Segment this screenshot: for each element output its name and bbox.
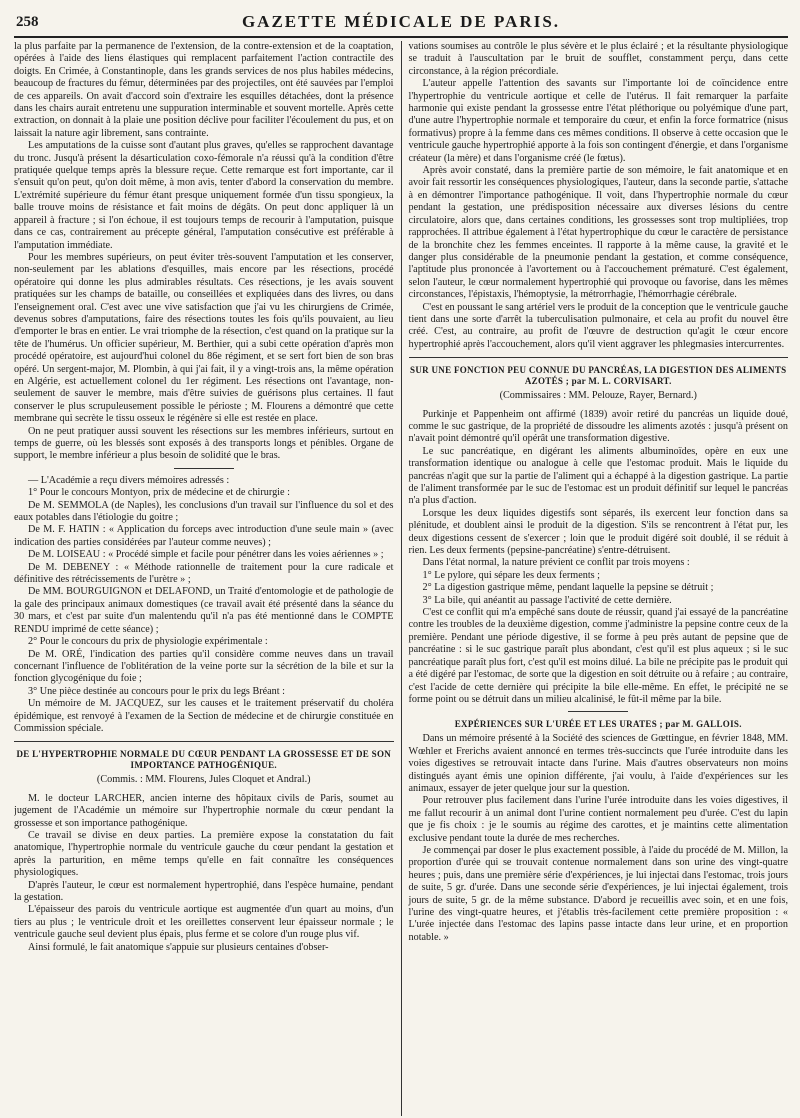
paragraph: Ce travail se divise en deux parties. La première expose la constatation du fait anatomique, l'hypertrophie normale du ventricule gauche du cœur pendant la gestation et après la parturition, en même temps qu'elle en fait connaître les conséquences physiologiques.: [14, 829, 394, 879]
paragraph: 3° La bile, qui anéantit au passage l'activité de cette dernière.: [422, 594, 672, 606]
commissaires: (Commis. : MM. Flourens, Jules Cloquet et Andral.): [96, 774, 311, 786]
paragraph: On ne peut pratiquer aussi souvent les résections sur les membres inférieurs, surtout en temps de guerre, où les blessés sont exposés à des transports longs et pénibles. Organe de support, le membre inférieur a plus besoin de solidité que le bras.: [14, 425, 394, 462]
paragraph: Après avoir constaté, dans la première partie de son mémoire, le fait anatomique et en avoir fait ressortir les conséquences physiologiques, l'auteur, dans la seconde partie, s'attache à en démontrer l'importance pathogénique. Il voit, dans l'hypertrophie normale du cœur pendant la gestation, une prédisposition nécessaire aux diverses lésions du centre circulatoire, alors que, dans certaines conditions, les grossesses sont trop multipliées, trop rapprochées. Il attribue également à l'état hypertrophique du cœur le caractère de persistance de la bronchite chez les femmes enceintes. Il rapporte à la même cause, la gravité et le danger plus considérable de la pneumonie pendant la gestation, et comme conséquence, l'aptitude plus prononcée à l'avortement ou à l'accouchement prématuré. C'est également, selon l'auteur, le cœur normalement hypertrophié qui provoque ou favorise, dans les mêmes circonstances, l'épistaxis, l'hémoptysie, la métrorrhagie, l'hémorrhagie cérébrale.: [408, 165, 788, 301]
memoire-item: De M. SEMMOLA (de Naples), les conclusions d'un travail sur l'influence du sol et des eaux potables dans l'étiologie du goitre ;: [14, 499, 394, 524]
paragraph: 1° Le pylore, qui sépare les deux ferments ;: [422, 569, 600, 581]
paragraph: D'après l'auteur, le cœur est normalement hypertrophié, dans l'espèce humaine, pendant la gestation.: [14, 879, 394, 903]
paragraph: M. le docteur LARCHER, ancien interne des hôpitaux civils de Paris, soumet au jugement de l'Académie un mémoire sur l'hypertrophie normale du cœur pendant la grossesse et son importance pathogénique.: [14, 792, 394, 829]
section-title: SUR UNE FONCTION PEU CONNUE DU PANCRÉAS, LA DIGESTION DES ALIMENTS AZOTÉS ; par M. L. CORVISART.: [410, 365, 787, 387]
paragraph: Pour retrouver plus facilement dans l'urine l'urée introduite dans les voies digestives, il me fallut recourir à un animal dont l'urine contient normalement peu d'urée. C'est du lapin que je fis choix : je le soumis au régime des carottes, et je maintins cette alimentation exclusive pendant toute la durée de mes recherches.: [408, 795, 788, 844]
memoire-item: 2° Pour le concours du prix de physiologie expérimentale :: [28, 636, 268, 648]
divider: [409, 357, 789, 358]
paragraph: vations soumises au contrôle le plus sévère et le plus éclairé ; et la résultante physiologique se traduit à l'auscultation par le bruit de soufflet, constamment perçu, dans cette circonstance, à la région précordiale.: [408, 41, 788, 77]
paragraph: L'épaisseur des parois du ventricule aortique est augmentée d'un quart au moins, d'un tiers au plus ; le ventricule droit et les oreillettes conservent leur épaisseur normale ; le ventricule gauche seul devient plus épais, plus ferme et se colore d'un rouge plus vif.: [14, 904, 394, 941]
paragraph: Ainsi formulé, le fait anatomique s'appuie sur plusieurs centaines d'obser-: [28, 941, 329, 953]
paragraph: Je commençai par doser le plus exactement possible, à l'aide du procédé de M. Millon, la proportion d'urée qui se trouvait contenue normalement dans son urine des vingt-quatre heures ; puis, dans une première série d'expériences, je lui injectai dans l'estomac, trois jours de suite, 5 gr. d'urée. Dans une seconde série d'expériences, je lui injectai également, trois jours de suite, 5 gr. de la même substance. D'abord je recueillis avec soin, et en une fois, l'urine des vingt-quatre heures, et j'établis très-facilement cette première proposition : « L'urée injectée dans l'estomac des lapins passe intacte dans leur urine, et en proportion notable. »: [408, 844, 788, 943]
paragraph: Purkinje et Pappenheim ont affirmé (1839) avoir retiré du pancréas un liquide doué, comme le suc gastrique, de la propriété de dissoudre les aliments azotés : jusqu'à présent on n'avait point démontré qu'il opérât une transformation digestive.: [408, 408, 788, 445]
paragraph: Pour les membres supérieurs, on peut éviter très-souvent l'amputation et les conserver, non-seulement par les ablations d'esquilles, mais encore par les résections, procédé opératoire qui donne les plus admirables résultats. Ces résections, je les avais souvent pratiquées sur les champs de bataille, ou conseillées et expliquées dans des livres, ou dans l'enseignement oral. C'est avec une vive satisfaction que j'ai vu les chirurgiens de Crimée, devenus sobres d'amputations, faire des résections toutes les fois qu'ils pouvaient, au lieu d'emporter le bras en entier. Le vrai triomphe de la résection, c'est quand on la pratique sur la tête de l'humérus. Un officier supérieur, M. Berthier, qui a subi cette opération d'après mon procédé opératoire, est aujourd'hui colonel du 86e régiment, et se sert fort bien de son bras opéré. Un sergent-major, M. Plombin, à qui j'ai fait, il y a vingt-trois ans, la même opération en Algérie, est actuellement colonel du 1er régiment. Les résections ont l'avantage, non-seulement de sauver le membre, mais d'être suivies de guérisons plus certaines. Il faut conserver le plus scrupuleusement possible le périoste ; M. Flourens a démontré que cette membrane qui secrète le tissu osseux le régénère si elle est restée en place.: [14, 251, 394, 425]
memoire-item: De M. LOISEAU : « Procédé simple et facile pour pénétrer dans les voies aériennes » ;: [28, 549, 384, 561]
paragraph: Lorsque les deux liquides digestifs sont séparés, ils exercent leur fonction dans sa plénitude, et doublent ainsi le produit de la digestion. S'ils se rencontrent à l'état pur, les deux digestions cessent de s'exercer ; loin que le produit digéré soit doublé, il se réduit à rien. Les deux ferments (pepsine-pancréatine) s'entre-détruisent.: [408, 507, 788, 557]
memoire-item: De M. ORÉ, l'indication des parties qu'il considère comme neuves dans un travail concernant l'influence de l'oblitération de la veine porte sur la sécrétion de la bile et sur la fonction glycogénique du foie ;: [14, 648, 394, 685]
page-header: [14, 6, 788, 38]
paragraph: Dans l'état normal, la nature prévient ce conflit par trois moyens :: [422, 557, 690, 569]
paragraph: C'est en poussant le sang artériel vers le produit de la conception que le ventricule gauche tient dans une sorte d'arrêt la tuberculisation pulmonaire, et cela au profit du nouvel être créé. C'est, au contraire, au profit de l'œuvre de destruction qu'agit le cœur encore hypertrophié après l'accouchement, alors qu'il vient aggraver les phlegmasies intercurrentes.: [408, 301, 788, 350]
memoire-item: Un mémoire de M. JACQUEZ, sur les causes et le traitement préservatif du choléra épidémique, est renvoyé à l'examen de la Section de médecine et de chirurgie constituée en Commission spéciale.: [14, 698, 394, 734]
divider: [14, 741, 394, 742]
page-number: 258: [16, 14, 39, 30]
section-title: DE L'HYPERTROPHIE NORMALE DU CŒUR PENDANT LA GROSSESSE ET DE SON IMPORTANCE PATHOGÉNIQUE.: [16, 749, 392, 771]
paragraph: Le suc pancréatique, en digérant les aliments albuminoïdes, opère en eux une transformation identique ou analogue à celle que l'estomac produit. Mais le liquide du pancréas n'agit que sur la partie de l'aliment qui a échappé à la digestion gastrique. La partie de l'aliment transformée par le suc de l'estomac est un produit définitif sur lequel le pancréas n'a plus d'action.: [408, 445, 788, 507]
right-column: [402, 41, 789, 1116]
journal-title: GAZETTE MÉDICALE DE PARIS.: [241, 12, 561, 31]
memoire-item: De MM. BOURGUIGNON et DELAFOND, un Traité d'entomologie et de pathologie de la gale des principaux animaux domestiques (ce travail avait été présenté dans la séance du 30 mars, et c'est par suite d'un malentendu qu'il n'a pas été mentionné dans le COMPTE RENDU imprimé de cette séance) ;: [14, 586, 394, 635]
paragraph: C'est ce conflit qui m'a empêché sans doute de réussir, quand j'ai essayé de la pancréatine contre les troubles de la deuxième digestion, comme j'administre la pepsine contre ceux de la première. Pendant une période digestive, il se forme à peu près autant de pepsine que de pancréatine : si le suc gastrique paraît plus abondant, c'est qu'il est plus aqueux ; si le suc pancréatique paraît plus fort, c'est qu'il est moins dilué. La bile ne précipite pas le produit qui a été digéré par l'estomac, de sorte que la digestion en soit détruite ou à refaire ; au contraire, c'est l'acide de cette dernière qui précipite la bile elle-même. En effet, le précipité ne se forme point ou se détruit dans un milieu alcalinisé, le fût-il même par la bile.: [408, 607, 788, 705]
memoire-item: 3° Une pièce destinée au concours pour le prix du legs Bréant :: [28, 685, 285, 697]
memoire-item: 1° Pour le concours Montyon, prix de médecine et de chirurgie :: [28, 487, 290, 499]
memoire-item: De M. DEBENEY : « Méthode rationnelle de traitement pour la cure radicale et définitive des rétrécissements de l'urètre » ;: [14, 561, 394, 586]
paragraph: L'auteur appelle l'attention des savants sur l'importante loi de coïncidence entre l'hypertrophie du ventricule aortique et celle de l'utérus. Il fait remarquer la parfaite harmonie qui existe pendant la grossesse entre l'état pléthorique ou polyémique d'une part, d'une autre l'hypertrophie normale et temporaire du cœur, et enfin la force formatrice (nisus formativus) propre à la femme dans ces mêmes conditions. Il observe à cette occasion que le ventricule gauche hypertrophié apporte à la fois son contingent d'énergie, et dans l'organisme créateur (la mère) et dans l'organisme créé (le fœtus).: [408, 78, 788, 164]
paragraph: la plus parfaite par la permanence de l'extension, de la contre-extension et de la coaptation, opérées à l'aide des liens élastiques qui remplacent parfaitement l'action contractile des doigts. En Crimée, à Constantinople, dans les grands services de nos plus habiles médecins, beaucoup de fractures du fémur, déterminées par des projectiles, ont été sauvées par l'emploi de ces appareils. On avait d'accord soin d'extraire les esquilles détachées, dont la présence dans les chairs aurait entretenu une suppuration interminable et souvent mortelle. Après cette extraction, on donnait à la plaie une position déclive pour faciliter l'écoulement du pus, et on laissait la nature agir librement, sans contrainte.: [14, 41, 394, 139]
section-title: EXPÉRIENCES SUR L'URÉE ET LES URATES ; par M. GALLOIS.: [454, 719, 742, 730]
commissaires: (Commissaires : MM. Pelouze, Rayer, Bernard.): [499, 390, 697, 402]
divider: [568, 711, 628, 712]
divider: [174, 468, 234, 469]
memoire-item: De M. F. HATIN : « Application du forceps avec introduction d'une seule main » (avec indication des parties considérées par l'auteur comme neuves) ;: [14, 524, 394, 548]
memoires-intro: — L'Académie a reçu divers mémoires adressés :: [28, 474, 230, 486]
paragraph: Les amputations de la cuisse sont d'autant plus graves, qu'elles se rapprochent davantage du tronc. Jusqu'à présent la désarticulation coxo-fémorale n'a réussi qu'à la condition d'être pratiquée quelque temps après la blessure reçue. Cette remarque est fort importante, car il s'ensuit qu'on peut, qu'on doit même, à mon avis, tenter d'abord la conservation du membre. L'extrémité supérieure du fémur étant presque uniquement formée d'un tissu spongieux, la balle trouve moins de résistance et fait moins de dégâts. On peut donc appliquer là un appareil à fracture ; si l'on échoue, il est toujours temps de recourir à l'amputation, puisque dans ce cas, contrairement au précepte général, l'amputation consécutive est préférable à l'amputation immédiate.: [14, 140, 394, 251]
paragraph: Dans un mémoire présenté à la Société des sciences de Gœttingue, en février 1848, MM. Wœhler et Frerichs avaient annoncé en termes très-succincts que l'urée introduite dans les voies digestives se retrouvait intacte dans l'urine. Mais d'autres observateurs non moins distingués ayant émis une opinion différente, j'ai voulu, à l'aide d'expériences sur les animaux, essayer de jeter quelque jour sur la question.: [408, 733, 788, 794]
left-column: [14, 41, 402, 1116]
paragraph: 2° La digestion gastrique même, pendant laquelle la pepsine se détruit ;: [422, 582, 714, 594]
